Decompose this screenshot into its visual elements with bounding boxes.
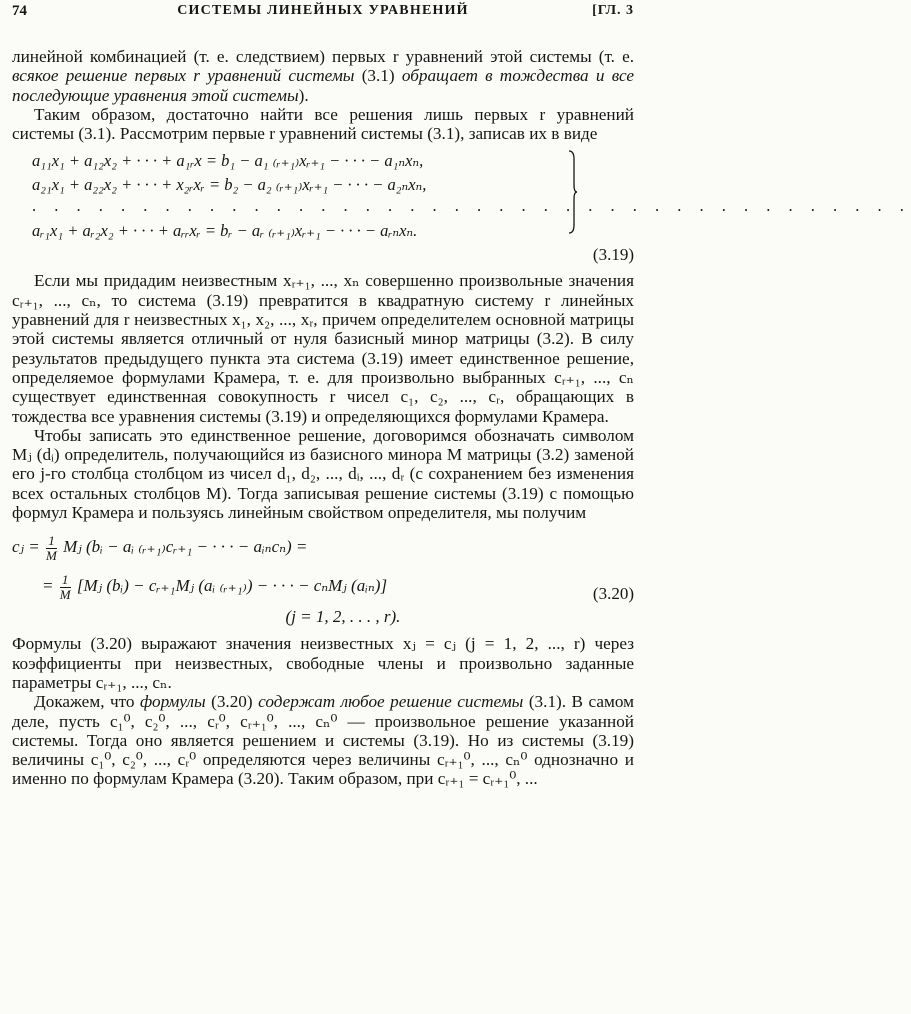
p6-ref: (3.20) [205,692,259,712]
p1-text: линейной комбинацией (т. е. следствием) первых r уравнений этой системы (т. е. [12,47,634,66]
fraction-numerator-2: 1 [60,573,71,588]
page-header [12,3,634,25]
page-body [12,47,911,789]
paragraph-4: Чтобы записать это единственное решение, договоримся обозначать символом Mⱼ (dᵢ) определитель, получающийся из базисного минора M матрицы (3.2) заменой его j-го столбца столбцом из чисел d₁, d₂, ..., dᵢ, ..., dᵣ (с сохранением без изменения всех остальных столбцов M). Тогда записывая решение системы (3.19) с помощью формул Крамера и пользуясь линейным свойством определителя, мы получим [12,425,634,523]
fraction-denominator: M [46,547,57,563]
formula-line-1 [12,526,634,568]
p6-italic: формулы [140,692,206,712]
cramer-formula [12,526,634,634]
fraction-1-over-m-2 [60,573,71,602]
paragraph-2: Таким образом, достаточно найти все решения лишь первых r уравнений системы (3.1). Рассмотрим первые r уравнений системы (3.1), записав их в виде [12,104,634,144]
formula-equals: = [42,576,54,596]
equation-row-1: a₁₁x₁ + a₁₂x₂ + · · · + a₁ᵣx = b₁ − a₁ ₍ᵣ₊₁₎xᵣ₊₁ − · · · − a₁ₙxₙ, [32,151,424,171]
chapter-label: [ГЛ. 3 [592,3,634,18]
p1-ref: (3.1) [354,66,402,86]
formula-line-2 [12,568,634,604]
fraction-denominator-2: M [59,586,71,602]
p6-rest: (3.1). В самом деле, пусть c₁⁰, c₂⁰, ..., cᵣ⁰, cᵣ₊₁⁰, ..., cₙ⁰ — произвольное решение указанной системы. Тогда оно является решением и системы (3.19). Но из системы (3.19) величины c₁⁰, c₂⁰, ..., cᵣ⁰ определяются через величины cᵣ₊₁⁰, ..., cₙ⁰ однозначно и именно по формулам Крамера (3.20). Таким образом, при cᵣ₊₁ = cᵣ₊₁⁰, ... [12,692,634,789]
p6-text: Докажем, что [34,692,141,712]
right-brace-icon [568,149,578,235]
page-number: 74 [12,3,27,19]
formula-rhs-1: Mⱼ (bᵢ − aᵢ ₍ᵣ₊₁₎cᵣ₊₁ − · · · − aᵢₙcₙ) = [63,537,308,557]
fraction-numerator: 1 [46,534,57,549]
equation-number-3-20: (3.20) [592,584,634,604]
equation-rows [32,149,911,243]
equation-system-3-19 [12,149,911,267]
formula-index-range: (j = 1, 2, . . . , r). [285,607,401,627]
formula-rhs-2: [Mⱼ (bᵢ) − cᵣ₊₁Mⱼ (aᵢ ₍ᵣ₊₁₎) − · · · − cₙMⱼ (aᵢₙ)] [76,576,388,596]
paragraph-continuation [12,47,634,105]
paragraph-6 [12,692,634,788]
paragraph-3: Если мы придадим неизвестным xᵣ₊₁, ..., xₙ совершенно произвольные значения cᵣ₊₁, ..., cₙ, то система (3.19) превратится в квадратную систему r линейных уравнений для r неизвестных x₁, x₂, ..., xᵣ, причем определителем основной матрицы этой системы является отличный от нуля базисный минор матрицы (3.2). В силу результатов предыдущего пункта эта система (3.19) имеет единственное решение, определяемое формулами Крамера, т. е. для произвольно выбранных cᵣ₊₁, ..., cₙ существует единственная совокупность r чисел c₁, c₂, ..., cᵣ, обращающих в тождества все уравнения системы (3.19) и определяющихся формулами Крамера. [12,271,634,426]
formula-lhs: cⱼ = [12,537,40,557]
paragraph-5: Формулы (3.20) выражают значения неизвестных xⱼ = cⱼ (j = 1, 2, ..., r) через коэффициенты при неизвестных, свободные члены и произвольно заданные параметры cᵣ₊₁, ..., cₙ. [12,634,634,692]
p1-italic-2: обращает в тождества и все последующие уравнения этой системы [12,66,634,105]
equation-ellipsis-row: . . . . . . . . . . . . . . . . . . . . . . . . . . . . . . . . . . . . . . . . [32,196,911,216]
equation-row-r: aᵣ₁x₁ + aᵣ₂x₂ + · · · + aᵣᵣxᵣ = bᵣ − aᵣ ₍ᵣ₊₁₎xᵣ₊₁ − · · · − aᵣₙxₙ. [32,221,418,241]
equation-row-2: a₂₁x₁ + a₂₂x₂ + · · · + x₂ᵣxᵣ = b₂ − a₂ ₍ᵣ₊₁₎xᵣ₊₁ − · · · − a₂ₙxₙ, [32,175,427,195]
running-title: СИСТЕМЫ ЛИНЕЙНЫХ УРАВНЕНИЙ [177,3,469,18]
fraction-1-over-m [46,534,57,563]
equation-number-3-19: (3.19) [592,245,634,265]
p6-italic-2: содержат любое решение системы [258,692,524,712]
p1-italic: всякое решение первых r уравнений системы [12,66,355,86]
p1-end: ). [298,85,309,105]
